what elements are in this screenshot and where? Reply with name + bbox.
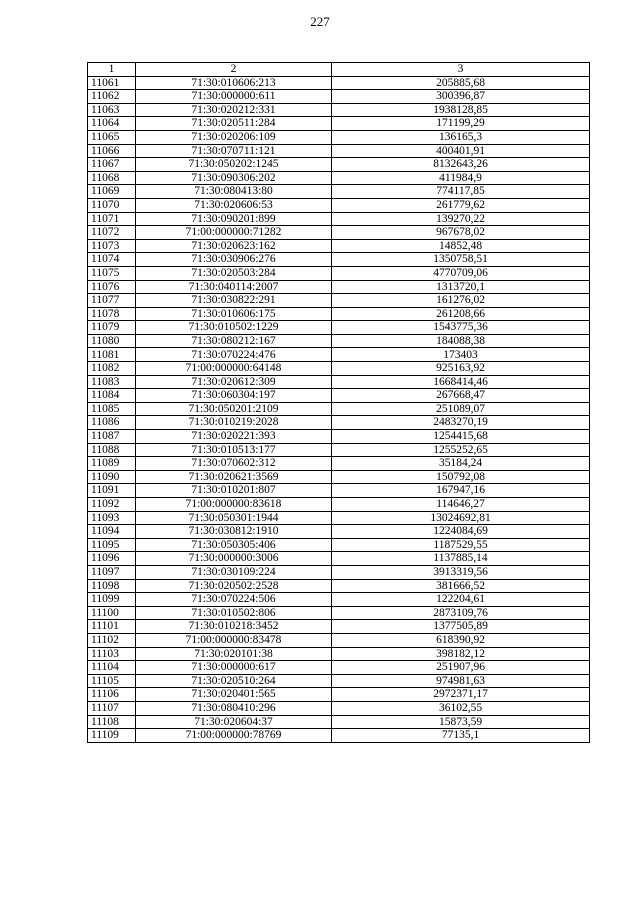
row-number-cell: 11074 bbox=[88, 253, 136, 267]
page-number: 227 bbox=[310, 14, 330, 29]
table-row bbox=[88, 484, 590, 498]
table-row bbox=[88, 212, 590, 226]
row-number-cell: 11079 bbox=[88, 321, 136, 335]
table-row bbox=[88, 470, 590, 484]
value-cell: 167947,16 bbox=[332, 484, 590, 498]
table-row bbox=[88, 253, 590, 267]
table-row bbox=[88, 294, 590, 308]
cadastral-number-cell: 71:30:050305:406 bbox=[136, 538, 332, 552]
cadastral-number-cell: 71:30:080410:296 bbox=[136, 701, 332, 715]
cadastral-number-cell: 71:30:020101:38 bbox=[136, 647, 332, 661]
value-cell: 150792,08 bbox=[332, 470, 590, 484]
table-row bbox=[88, 552, 590, 566]
cadastral-number-cell: 71:30:070711:121 bbox=[136, 144, 332, 158]
column-header-3: 3 bbox=[332, 63, 590, 77]
row-number-cell: 11065 bbox=[88, 130, 136, 144]
table-row bbox=[88, 416, 590, 430]
cadastral-number-cell: 71:30:070224:506 bbox=[136, 593, 332, 607]
value-cell: 1350758,51 bbox=[332, 253, 590, 267]
cadastral-number-cell: 71:30:010502:1229 bbox=[136, 321, 332, 335]
table-body bbox=[88, 76, 590, 742]
cadastral-number-cell: 71:30:090306:202 bbox=[136, 171, 332, 185]
row-number-cell: 11081 bbox=[88, 348, 136, 362]
cadastral-number-cell: 71:30:070224:476 bbox=[136, 348, 332, 362]
cadastral-number-cell: 71:30:020206:109 bbox=[136, 130, 332, 144]
table-row bbox=[88, 511, 590, 525]
value-cell: 974981,63 bbox=[332, 674, 590, 688]
cadastral-number-cell: 71:30:000000:611 bbox=[136, 90, 332, 104]
value-cell: 261779,62 bbox=[332, 198, 590, 212]
table-row bbox=[88, 606, 590, 620]
value-cell: 1254415,68 bbox=[332, 430, 590, 444]
cadastral-number-cell: 71:30:020606:53 bbox=[136, 198, 332, 212]
row-number-cell: 11088 bbox=[88, 443, 136, 457]
value-cell: 122204,61 bbox=[332, 593, 590, 607]
row-number-cell: 11090 bbox=[88, 470, 136, 484]
cadastral-number-cell: 71:30:090201:899 bbox=[136, 212, 332, 226]
cadastral-number-cell: 71:30:020503:284 bbox=[136, 266, 332, 280]
value-cell: 251089,07 bbox=[332, 402, 590, 416]
row-number-cell: 11083 bbox=[88, 375, 136, 389]
table-row bbox=[88, 280, 590, 294]
cadastral-number-cell: 71:30:010606:175 bbox=[136, 307, 332, 321]
value-cell: 967678,02 bbox=[332, 226, 590, 240]
cadastral-number-cell: 71:30:010502:806 bbox=[136, 606, 332, 620]
cadastral-number-cell: 71:30:020623:162 bbox=[136, 239, 332, 253]
table-row bbox=[88, 307, 590, 321]
table-row bbox=[88, 565, 590, 579]
value-cell: 1313720,1 bbox=[332, 280, 590, 294]
value-cell: 925163,92 bbox=[332, 362, 590, 376]
value-cell: 3913319,56 bbox=[332, 565, 590, 579]
row-number-cell: 11091 bbox=[88, 484, 136, 498]
cadastral-number-cell: 71:30:020511:284 bbox=[136, 117, 332, 131]
column-header-1: 1 bbox=[88, 63, 136, 77]
row-number-cell: 11064 bbox=[88, 117, 136, 131]
value-cell: 411984,9 bbox=[332, 171, 590, 185]
table-row bbox=[88, 90, 590, 104]
row-number-cell: 11069 bbox=[88, 185, 136, 199]
table-row bbox=[88, 226, 590, 240]
row-number-cell: 11080 bbox=[88, 334, 136, 348]
row-number-cell: 11077 bbox=[88, 294, 136, 308]
cadastral-value-table bbox=[87, 62, 590, 743]
cadastral-number-cell: 71:30:030822:291 bbox=[136, 294, 332, 308]
table-row bbox=[88, 661, 590, 675]
cadastral-number-cell: 71:30:010513:177 bbox=[136, 443, 332, 457]
cadastral-number-cell: 71:30:020510:264 bbox=[136, 674, 332, 688]
cadastral-number-cell: 71:30:060304:197 bbox=[136, 389, 332, 403]
row-number-cell: 11068 bbox=[88, 171, 136, 185]
table-row bbox=[88, 334, 590, 348]
row-number-cell: 11062 bbox=[88, 90, 136, 104]
cadastral-number-cell: 71:30:020221:393 bbox=[136, 430, 332, 444]
table-row bbox=[88, 76, 590, 90]
value-cell: 4770709,06 bbox=[332, 266, 590, 280]
table-row bbox=[88, 457, 590, 471]
value-cell: 618390,92 bbox=[332, 633, 590, 647]
value-cell: 161276,02 bbox=[332, 294, 590, 308]
row-number-cell: 11093 bbox=[88, 511, 136, 525]
value-cell: 35184,24 bbox=[332, 457, 590, 471]
row-number-cell: 11061 bbox=[88, 76, 136, 90]
value-cell: 139270,22 bbox=[332, 212, 590, 226]
value-cell: 2483270,19 bbox=[332, 416, 590, 430]
value-cell: 381666,52 bbox=[332, 579, 590, 593]
cadastral-number-cell: 71:30:020612:309 bbox=[136, 375, 332, 389]
value-cell: 774117,85 bbox=[332, 185, 590, 199]
value-cell: 77135,1 bbox=[332, 729, 590, 743]
table-row bbox=[88, 593, 590, 607]
value-cell: 184088,38 bbox=[332, 334, 590, 348]
value-cell: 13024692,81 bbox=[332, 511, 590, 525]
value-cell: 2972371,17 bbox=[332, 688, 590, 702]
row-number-cell: 11103 bbox=[88, 647, 136, 661]
value-cell: 300396,87 bbox=[332, 90, 590, 104]
cadastral-number-cell: 71:30:030906:276 bbox=[136, 253, 332, 267]
row-number-cell: 11097 bbox=[88, 565, 136, 579]
table-row bbox=[88, 198, 590, 212]
value-cell: 114646,27 bbox=[332, 498, 590, 512]
value-cell: 171199,29 bbox=[332, 117, 590, 131]
cadastral-number-cell: 71:30:000000:3006 bbox=[136, 552, 332, 566]
cadastral-number-cell: 71:00:000000:83478 bbox=[136, 633, 332, 647]
table-row bbox=[88, 103, 590, 117]
table-row bbox=[88, 688, 590, 702]
cadastral-number-cell: 71:30:050202:1245 bbox=[136, 158, 332, 172]
value-cell: 1187529,55 bbox=[332, 538, 590, 552]
value-cell: 2873109,76 bbox=[332, 606, 590, 620]
table-row bbox=[88, 579, 590, 593]
row-number-cell: 11094 bbox=[88, 525, 136, 539]
row-number-cell: 11070 bbox=[88, 198, 136, 212]
cadastral-number-cell: 71:30:020502:2528 bbox=[136, 579, 332, 593]
cadastral-number-cell: 71:30:050301:1944 bbox=[136, 511, 332, 525]
table-row bbox=[88, 620, 590, 634]
value-cell: 1543775,36 bbox=[332, 321, 590, 335]
row-number-cell: 11086 bbox=[88, 416, 136, 430]
value-cell: 36102,55 bbox=[332, 701, 590, 715]
table-row bbox=[88, 402, 590, 416]
table-row bbox=[88, 525, 590, 539]
table-row bbox=[88, 362, 590, 376]
row-number-cell: 11104 bbox=[88, 661, 136, 675]
header-row bbox=[88, 63, 590, 77]
cadastral-number-cell: 71:30:010201:807 bbox=[136, 484, 332, 498]
value-cell: 1255252,65 bbox=[332, 443, 590, 457]
table-row bbox=[88, 674, 590, 688]
row-number-cell: 11095 bbox=[88, 538, 136, 552]
row-number-cell: 11108 bbox=[88, 715, 136, 729]
row-number-cell: 11092 bbox=[88, 498, 136, 512]
row-number-cell: 11099 bbox=[88, 593, 136, 607]
value-cell: 398182,12 bbox=[332, 647, 590, 661]
table-row bbox=[88, 443, 590, 457]
cadastral-number-cell: 71:30:010219:2028 bbox=[136, 416, 332, 430]
row-number-cell: 11100 bbox=[88, 606, 136, 620]
row-number-cell: 11071 bbox=[88, 212, 136, 226]
table-row bbox=[88, 171, 590, 185]
table-row bbox=[88, 430, 590, 444]
table-header bbox=[88, 63, 590, 77]
table-row bbox=[88, 389, 590, 403]
value-cell: 136165,3 bbox=[332, 130, 590, 144]
table-row bbox=[88, 701, 590, 715]
row-number-cell: 11078 bbox=[88, 307, 136, 321]
table-row bbox=[88, 715, 590, 729]
row-number-cell: 11082 bbox=[88, 362, 136, 376]
cadastral-number-cell: 71:00:000000:71282 bbox=[136, 226, 332, 240]
cadastral-number-cell: 71:30:020604:37 bbox=[136, 715, 332, 729]
cadastral-number-cell: 71:30:080212:167 bbox=[136, 334, 332, 348]
value-cell: 1224084,69 bbox=[332, 525, 590, 539]
value-cell: 14852,48 bbox=[332, 239, 590, 253]
value-cell: 1377505,89 bbox=[332, 620, 590, 634]
row-number-cell: 11089 bbox=[88, 457, 136, 471]
value-cell: 400401,91 bbox=[332, 144, 590, 158]
table-row bbox=[88, 498, 590, 512]
row-number-cell: 11073 bbox=[88, 239, 136, 253]
cadastral-number-cell: 71:00:000000:64148 bbox=[136, 362, 332, 376]
cadastral-number-cell: 71:30:010218:3452 bbox=[136, 620, 332, 634]
value-cell: 1668414,46 bbox=[332, 375, 590, 389]
cadastral-number-cell: 71:30:040114:2007 bbox=[136, 280, 332, 294]
value-cell: 261208,66 bbox=[332, 307, 590, 321]
row-number-cell: 11105 bbox=[88, 674, 136, 688]
row-number-cell: 11106 bbox=[88, 688, 136, 702]
table-row bbox=[88, 239, 590, 253]
table-row bbox=[88, 130, 590, 144]
value-cell: 173403 bbox=[332, 348, 590, 362]
row-number-cell: 11107 bbox=[88, 701, 136, 715]
row-number-cell: 11067 bbox=[88, 158, 136, 172]
value-cell: 8132643,26 bbox=[332, 158, 590, 172]
row-number-cell: 11098 bbox=[88, 579, 136, 593]
cadastral-number-cell: 71:00:000000:78769 bbox=[136, 729, 332, 743]
cadastral-number-cell: 71:30:010606:213 bbox=[136, 76, 332, 90]
row-number-cell: 11072 bbox=[88, 226, 136, 240]
table-row bbox=[88, 185, 590, 199]
table-row bbox=[88, 348, 590, 362]
table-row bbox=[88, 117, 590, 131]
table-row bbox=[88, 321, 590, 335]
row-number-cell: 11109 bbox=[88, 729, 136, 743]
value-cell: 251907,96 bbox=[332, 661, 590, 675]
cadastral-number-cell: 71:30:050201:2109 bbox=[136, 402, 332, 416]
cadastral-number-cell: 71:30:020401:565 bbox=[136, 688, 332, 702]
cadastral-number-cell: 71:30:070602:312 bbox=[136, 457, 332, 471]
table-row bbox=[88, 647, 590, 661]
row-number-cell: 11084 bbox=[88, 389, 136, 403]
row-number-cell: 11101 bbox=[88, 620, 136, 634]
row-number-cell: 11063 bbox=[88, 103, 136, 117]
value-cell: 205885,68 bbox=[332, 76, 590, 90]
value-cell: 267668,47 bbox=[332, 389, 590, 403]
table-row bbox=[88, 158, 590, 172]
cadastral-number-cell: 71:30:000000:617 bbox=[136, 661, 332, 675]
cadastral-number-cell: 71:30:020212:331 bbox=[136, 103, 332, 117]
table-row bbox=[88, 144, 590, 158]
table-row bbox=[88, 633, 590, 647]
row-number-cell: 11075 bbox=[88, 266, 136, 280]
table-row bbox=[88, 538, 590, 552]
value-cell: 1938128,85 bbox=[332, 103, 590, 117]
value-cell: 1137885,14 bbox=[332, 552, 590, 566]
cadastral-number-cell: 71:30:030109:224 bbox=[136, 565, 332, 579]
row-number-cell: 11087 bbox=[88, 430, 136, 444]
cadastral-number-cell: 71:30:080413:80 bbox=[136, 185, 332, 199]
value-cell: 15873,59 bbox=[332, 715, 590, 729]
cadastral-number-cell: 71:30:030812:1910 bbox=[136, 525, 332, 539]
cadastral-number-cell: 71:30:020621:3569 bbox=[136, 470, 332, 484]
row-number-cell: 11076 bbox=[88, 280, 136, 294]
table-row bbox=[88, 375, 590, 389]
cadastral-number-cell: 71:00:000000:83618 bbox=[136, 498, 332, 512]
table-row bbox=[88, 729, 590, 743]
column-header-2: 2 bbox=[136, 63, 332, 77]
row-number-cell: 11096 bbox=[88, 552, 136, 566]
table-row bbox=[88, 266, 590, 280]
row-number-cell: 11066 bbox=[88, 144, 136, 158]
row-number-cell: 11102 bbox=[88, 633, 136, 647]
row-number-cell: 11085 bbox=[88, 402, 136, 416]
